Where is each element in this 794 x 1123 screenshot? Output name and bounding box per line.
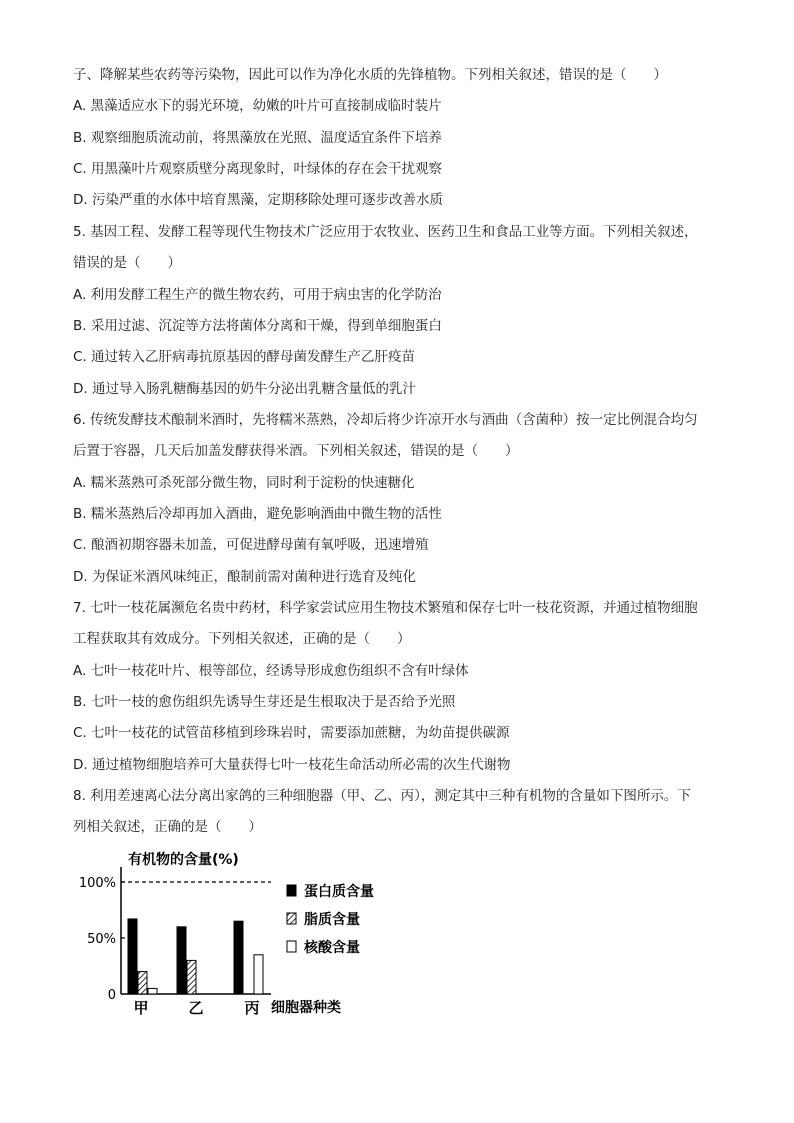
chart-title: 有机物的含量(%) [128, 852, 239, 868]
y-tick-label: 0 [107, 988, 116, 1003]
option-d: D. 通过导入肠乳糖酶基因的奶牛分泌出乳糖含量低的乳汁 [73, 381, 416, 397]
option-a: A. 糯米蒸熟可杀死部分微生物，同时利于淀粉的快速糖化 [73, 475, 415, 491]
option-c: C. 通过转入乙肝病毒抗原基因的酵母菌发酵生产乙肝疫苗 [73, 349, 416, 365]
organelle-bar-chart [66, 842, 386, 1022]
x-axis-label: 细胞器种类 [271, 1000, 341, 1016]
option-d: D. 通过植物细胞培养可大量获得七叶一枝花生命活动所必需的次生代谢物 [73, 757, 511, 773]
x-category-label: 丙 [244, 999, 260, 1017]
question-6-stem: 后置于容器，几天后加盖发酵获得米酒。下列相关叙述，错误的是（ ） [73, 443, 519, 459]
bar-solid-1 [128, 919, 137, 994]
question-6-stem: 6. 传统发酵技术酿制米酒时，先将糯米蒸熟，冷却后将少许凉开水与酒曲（含菌种）按一定比例混合均匀 [73, 412, 698, 428]
option-b: B. 糯米蒸熟后冷却再加入酒曲，避免影响酒曲中微生物的活性 [73, 506, 442, 522]
bar-empty-3 [254, 955, 263, 994]
bar-solid-3 [234, 921, 243, 994]
y-tick-label: 100% [78, 876, 116, 891]
question-5-stem: 错误的是（ ） [73, 255, 181, 271]
bar-hatched-1 [138, 972, 147, 994]
option-a: A. 七叶一枝花叶片、根等部位，经诱导形成愈伤组织不含有叶绿体 [73, 663, 469, 679]
y-tick-label: 50% [87, 932, 116, 947]
question-5-stem: 5. 基因工程、发酵工程等现代生物技术广泛应用于农牧业、医药卫生和食品工业等方面。下列相关叙述， [73, 224, 698, 240]
option-b: B. 七叶一枝的愈伤组织先诱导生芽还是生根取决于是否给予光照 [73, 694, 456, 710]
option-c: C. 用黑藻叶片观察质壁分离现象时，叶绿体的存在会干扰观察 [73, 161, 443, 177]
option-a: A. 利用发酵工程生产的微生物农药，可用于病虫害的化学防治 [73, 287, 442, 303]
legend-swatch [287, 941, 296, 952]
question-8-stem: 8. 利用差速离心法分离出家鸽的三种细胞器（甲、乙、丙），测定其中三种有机物的含量如下图所示。下 [73, 788, 691, 804]
question-7-stem: 工程获取其有效成分。下列相关叙述，正确的是（ ） [73, 631, 411, 647]
legend-label: 核酸含量 [304, 940, 360, 956]
option-d: D. 污染严重的水体中培育黑藻，定期移除处理可逐步改善水质 [73, 192, 443, 208]
option-b: B. 采用过滤、沉淀等方法将菌体分离和干燥，得到单细胞蛋白 [73, 318, 442, 334]
option-d: D. 为保证米酒风味纯正，酿制前需对菌种进行选育及纯化 [73, 569, 416, 585]
bar-empty-1 [148, 988, 157, 994]
option-c: C. 酿酒初期容器未加盖，可促进酵母菌有氧呼吸，迅速增殖 [73, 537, 429, 553]
question-7-stem: 7. 七叶一枝花属濒危名贵中药材，科学家尝试应用生物技术繁殖和保存七叶一枝花资源，并通过植物细胞 [73, 600, 698, 616]
bar-solid-2 [177, 927, 186, 994]
legend-label: 蛋白质含量 [304, 884, 374, 900]
question-8-stem: 列相关叙述，正确的是（ ） [73, 819, 262, 835]
x-category-label: 甲 [133, 999, 149, 1017]
option-a: A. 黑藻适应水下的弱光环境，幼嫩的叶片可直接制成临时装片 [73, 98, 442, 114]
legend-swatch [287, 913, 296, 924]
legend-label: 脂质含量 [304, 912, 360, 928]
option-c: C. 七叶一枝花的试管苗移植到珍珠岩时，需要添加蔗糖，为幼苗提供碳源 [73, 725, 510, 741]
legend-swatch [287, 885, 296, 896]
bar-hatched-2 [187, 960, 196, 994]
option-b: B. 观察细胞质流动前，将黑藻放在光照、温度适宜条件下培养 [73, 130, 442, 146]
text-line: 子、降解某些农药等污染物，因此可以作为净化水质的先锋植物。下列相关叙述，错误的是（ ） [73, 67, 667, 83]
x-category-label: 乙 [188, 999, 204, 1017]
